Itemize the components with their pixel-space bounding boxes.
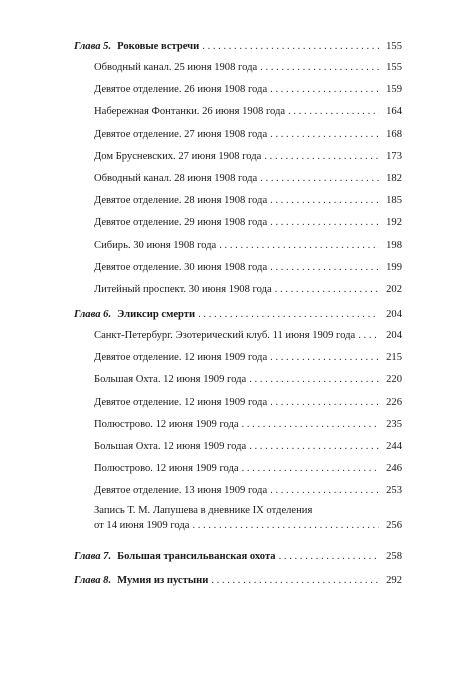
entry-title: Дом Брусневских. 27 июня 1908 года <box>94 150 262 162</box>
toc-entry-multiline[interactable] <box>74 503 402 543</box>
page-number: 292 <box>386 574 402 586</box>
dot-leader <box>192 518 379 533</box>
dot-leader <box>198 305 379 325</box>
page-number: 164 <box>386 106 402 118</box>
page-number: 173 <box>386 150 402 162</box>
chapter-heading[interactable] <box>74 571 402 591</box>
dot-leader <box>242 458 379 480</box>
page-number: 155 <box>386 41 402 52</box>
entry-title: Девятое отделение. 27 июня 1908 года <box>94 128 268 140</box>
dot-leader <box>260 168 379 190</box>
entry-title: Обводный канал. 28 июня 1908 года <box>94 172 258 184</box>
entry-title: Девятое отделение. 12 июня 1909 года <box>94 352 268 364</box>
page-number: 202 <box>386 283 402 295</box>
page-number: 168 <box>386 128 402 140</box>
dot-leader <box>358 325 379 347</box>
page-number: 256 <box>386 519 402 531</box>
toc-entry[interactable] <box>74 436 402 458</box>
page-number: 155 <box>386 62 402 73</box>
toc-entry[interactable] <box>74 101 402 123</box>
entry-title: Литейный проспект. 30 июня 1908 года <box>94 283 272 295</box>
toc-entry[interactable] <box>74 124 402 146</box>
dot-leader <box>270 79 379 101</box>
entry-title-line2: от 14 июня 1909 года <box>94 519 190 531</box>
page-number: 244 <box>386 441 402 452</box>
toc-entry[interactable] <box>74 79 402 101</box>
toc-entry[interactable] <box>74 57 402 79</box>
chapter-label: Глава 6. <box>74 309 112 321</box>
page-number: 253 <box>386 485 402 497</box>
toc-entry[interactable] <box>74 480 402 502</box>
chapter-label: Глава 8. <box>74 574 112 586</box>
toc-entry[interactable] <box>74 347 402 369</box>
page-number: 198 <box>386 239 402 251</box>
dot-leader <box>270 480 379 502</box>
entry-title: Девятое отделение. 13 июня 1909 года <box>94 485 268 497</box>
dot-leader <box>211 571 379 591</box>
dot-leader <box>270 347 379 369</box>
page-number: 204 <box>386 330 402 342</box>
toc-entry[interactable] <box>74 257 402 279</box>
page-number: 185 <box>386 195 402 207</box>
entry-title: Девятое отделение. 28 июня 1908 года <box>94 195 268 207</box>
page-number: 182 <box>386 172 402 184</box>
page-number: 220 <box>386 374 402 386</box>
entry-title-line1: Запись Т. М. Лапушева в дневнике IX отделения <box>94 504 313 516</box>
dot-leader <box>242 414 379 436</box>
chapter-title: Большая трансильванская охота <box>117 550 276 562</box>
entry-title: Девятое отделение. 12 июня 1909 года <box>94 396 268 408</box>
toc-entry[interactable] <box>74 146 402 168</box>
dot-leader <box>264 146 379 168</box>
page-number: 215 <box>386 352 402 364</box>
dot-leader <box>260 57 379 79</box>
entry-title: Набережная Фонтанки. 26 июня 1908 года <box>94 106 286 118</box>
dot-leader <box>270 124 379 146</box>
page-number: 235 <box>386 418 402 430</box>
toc-entry[interactable] <box>74 212 402 234</box>
entry-title: Полюстрово. 12 июня 1909 года <box>94 418 239 430</box>
toc-entry[interactable] <box>74 458 402 480</box>
table-of-contents <box>74 37 402 591</box>
page-number: 258 <box>386 550 402 562</box>
entry-title: Девятое отделение. 30 июня 1908 года <box>94 261 268 273</box>
page-number: 199 <box>386 261 402 273</box>
page-number: 159 <box>386 84 402 96</box>
dot-leader <box>275 279 379 301</box>
entry-title: Девятое отделение. 26 июня 1908 года <box>94 84 268 96</box>
toc-entry[interactable] <box>74 168 402 190</box>
toc-entry[interactable] <box>74 190 402 212</box>
dot-leader <box>279 547 379 567</box>
dot-leader <box>249 436 379 458</box>
chapter-heading[interactable] <box>74 547 402 567</box>
entry-title: Сибирь. 30 июня 1908 года <box>94 239 217 251</box>
chapter-heading[interactable] <box>74 305 402 325</box>
dot-leader <box>270 190 379 212</box>
dot-leader <box>270 212 379 234</box>
page-number: 192 <box>386 217 402 229</box>
chapter-label: Глава 5. <box>74 41 112 52</box>
chapter-heading[interactable] <box>74 37 402 57</box>
dot-leader <box>219 235 379 257</box>
chapter-label: Глава 7. <box>74 550 112 562</box>
chapter-title: Эликсир смерти <box>117 309 196 321</box>
toc-entry[interactable] <box>74 279 402 301</box>
entry-title: Большая Охта. 12 июня 1909 года <box>94 374 247 386</box>
entry-title: Девятое отделение. 29 июня 1908 года <box>94 217 268 229</box>
toc-entry[interactable] <box>74 235 402 257</box>
toc-entry[interactable] <box>74 325 402 347</box>
entry-title: Полюстрово. 12 июня 1909 года <box>94 463 239 475</box>
dot-leader <box>270 257 379 279</box>
page-number: 246 <box>386 463 402 475</box>
toc-entry[interactable] <box>74 414 402 436</box>
entry-title: Санкт-Петербург. Эзотерический клуб. 11 июня 1909 года <box>94 330 356 342</box>
dot-leader <box>288 101 379 123</box>
chapter-title: Роковые встречи <box>117 41 200 52</box>
dot-leader <box>270 392 379 414</box>
toc-entry[interactable] <box>74 392 402 414</box>
toc-entry[interactable] <box>74 369 402 391</box>
dot-leader <box>202 37 379 57</box>
entry-title: Обводный канал. 25 июня 1908 года <box>94 62 258 73</box>
page-number: 204 <box>386 309 402 321</box>
entry-title-line2-row <box>94 518 402 533</box>
entry-title: Большая Охта. 12 июня 1909 года <box>94 441 247 452</box>
page-number: 226 <box>386 396 402 408</box>
dot-leader <box>249 369 379 391</box>
chapter-title: Мумия из пустыни <box>117 574 209 586</box>
